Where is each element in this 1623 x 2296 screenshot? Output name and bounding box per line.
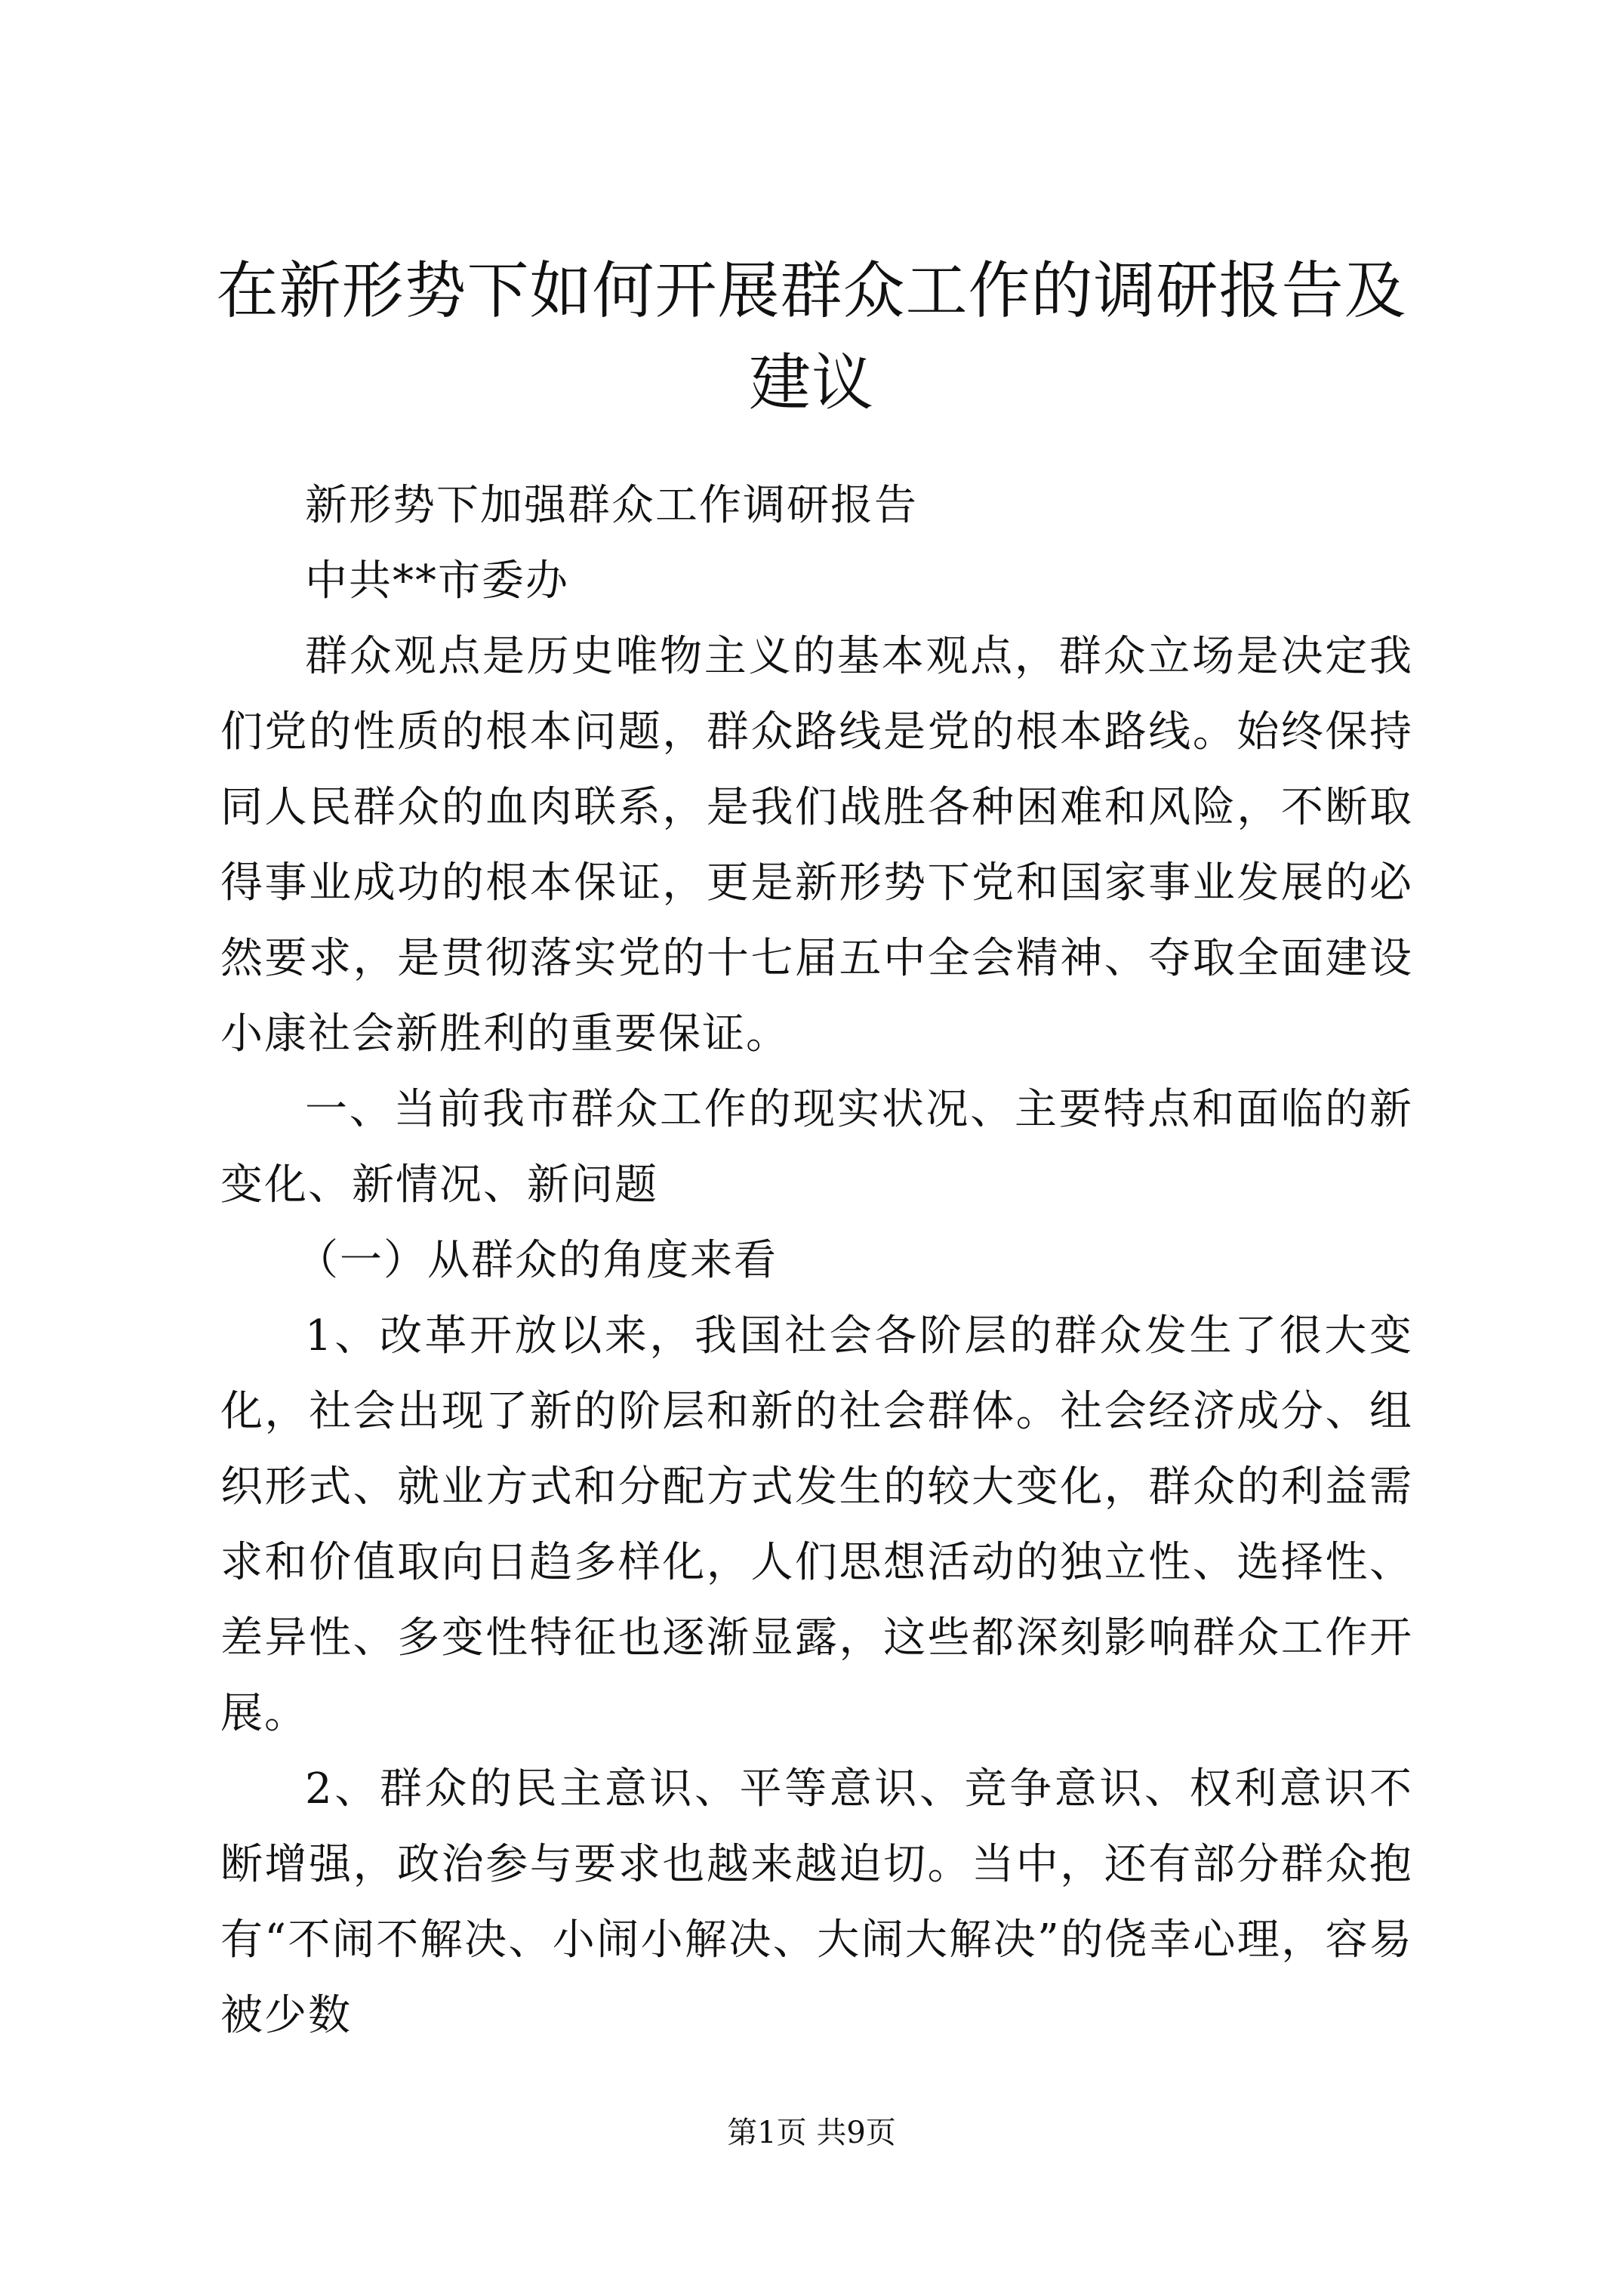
report-author: 中共**市委办	[305, 556, 569, 606]
body-paragraph: 2、群众的民主意识、平等意识、竞争意识、权利意识不断增强，政治参与要求也越来越迫切。当中，还有部分群众抱有“不闹不解决、小闹小解决、大闹大解决”的侥幸心理，容易被少数	[220, 1764, 1413, 2040]
report-subtitle: 新形势下加强群众工作调研报告	[305, 481, 918, 530]
body-paragraph: 群众观点是历史唯物主义的基本观点，群众立场是决定我们党的性质的根本问题，群众路线是党的根本路线。始终保持同人民群众的血肉联系，是我们战胜各种困难和风险，不断取得事业成功的根本保证，更是新形势下党和国家事业发展的必然要求，是贯彻落实党的十七届五中全会精神、夺取全面建设小康社会新胜利的重要保证。	[220, 632, 1413, 1059]
document-title: 在新形势下如何开展群众工作的调研报告及建议	[216, 255, 1407, 419]
subsection-heading: （一）从群众的角度来看	[296, 1236, 778, 1285]
section-heading: 一、当前我市群众工作的现实状况、主要特点和面临的新变化、新情况、新问题	[220, 1085, 1413, 1210]
body-paragraph: 1、改革开放以来，我国社会各阶层的群众发生了很大变化，社会出现了新的阶层和新的社会群体。社会经济成分、组织形式、就业方式和分配方式发生的较大变化，群众的利益需求和价值取向日趋多样化，人们思想活动的独立性、选择性、差异性、多变性特征也逐渐显露，这些都深刻影响群众工作开展。	[220, 1311, 1413, 1738]
page-footer: 第1页 共9页	[727, 2116, 896, 2150]
document-body	[220, 468, 1413, 2054]
